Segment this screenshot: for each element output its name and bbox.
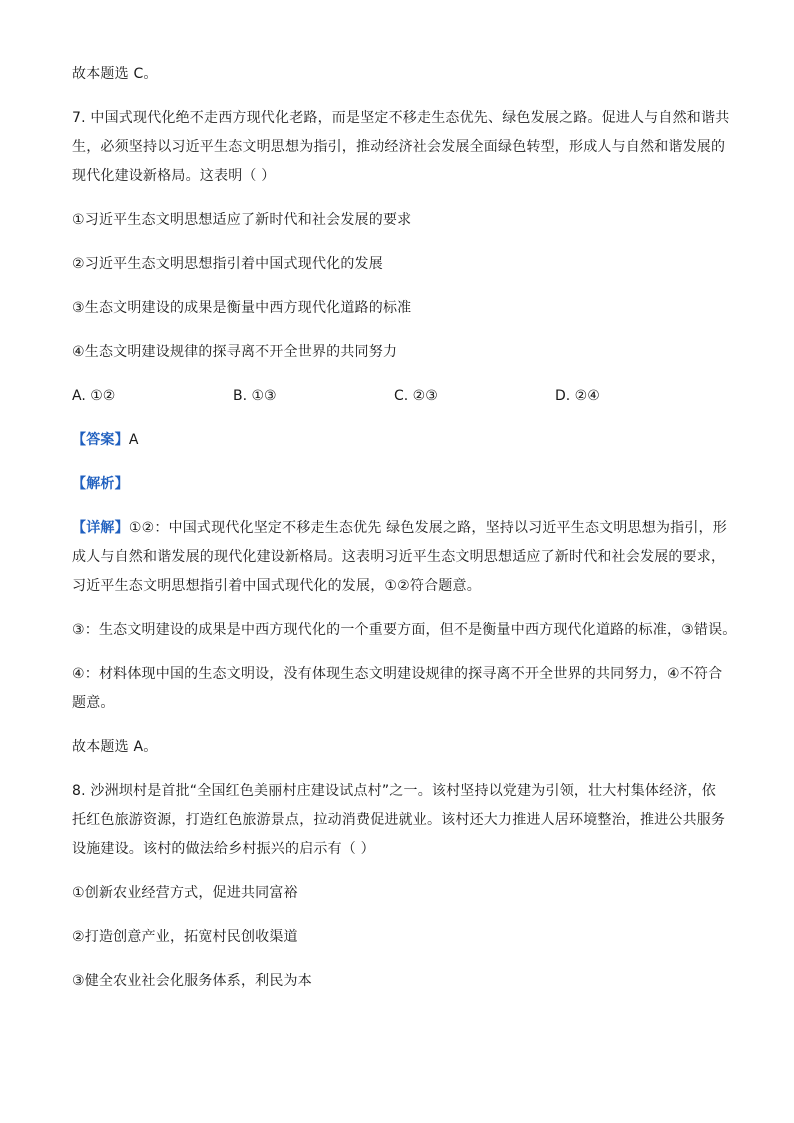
analysis-tag: 【解析】 xyxy=(72,476,129,492)
detail-tag: 【详解】 xyxy=(72,520,129,536)
q8-stem-line: 托红色旅游资源，打造红色旅游景点，拉动消费促进就业。该村还大力推进人居环境整治，推进公共服务 xyxy=(72,812,726,828)
q7-options xyxy=(72,382,732,411)
q7-stem-line: 生，必须坚持以习近平生态文明思想为指引，推动经济社会发展全面绿色转型，形成人与自然和谐发展的 xyxy=(72,139,726,155)
q7-option-d: D. ②④ xyxy=(555,388,600,404)
q8-statement-3: ③健全农业社会化服务体系，利民为本 xyxy=(72,973,312,989)
answer-value: A xyxy=(128,432,139,448)
q7-stem-line: 现代化建设新格局。这表明（ ） xyxy=(72,168,276,184)
q8-stem xyxy=(72,777,732,864)
q7-analysis-4-line: ④：材料体现中国的生态文明设，没有体现生态文明建设规律的探寻离不开全世界的共同努力，④不符合 xyxy=(72,666,723,682)
q8-stem-line: 8. 沙洲坝村是首批“全国红色美丽村庄建设试点村”之一。该村坚持以党建为引领，壮大村集体经济，依 xyxy=(72,783,716,799)
q7-option-b: B. ①③ xyxy=(233,388,277,404)
q7-option-a: A. ①② xyxy=(72,388,116,404)
q7-statement-3: ③生态文明建设的成果是衡量中西方现代化道路的标准 xyxy=(72,300,412,316)
q7-answer xyxy=(72,426,732,455)
q7-detail-line: 【详解】①②：中国式现代化坚定不移走生态优先 绿色发展之路，坚持以习近平生态文明思想为指引，形 xyxy=(72,520,727,536)
q7-statement-4: ④生态文明建设规律的探寻离不开全世界的共同努力 xyxy=(72,344,398,360)
q7-stem-line: 7. 中国式现代化绝不走西方现代化老路，而是坚定不移走生态优先、绿色发展之路。促进人与自然和谐共 xyxy=(72,110,730,126)
q8-stem-line: 设施建设。该村的做法给乡村振兴的启示有（ ） xyxy=(72,841,375,857)
q7-analysis-heading xyxy=(72,470,732,499)
q7-statement-2: ②习近平生态文明思想指引着中国式现代化的发展 xyxy=(72,256,383,272)
q8-statement-1: ①创新农业经营方式，促进共同富裕 xyxy=(72,885,298,901)
document-page xyxy=(72,60,737,1011)
q7-analysis-4 xyxy=(72,660,732,718)
q7-stem xyxy=(72,104,732,191)
q7-detail xyxy=(72,514,732,601)
q8-statement-2: ②打造创意产业，拓宽村民创收渠道 xyxy=(72,929,298,945)
previous-conclusion: 故本题选 C。 xyxy=(72,66,158,82)
q7-statement-1: ①习近平生态文明思想适应了新时代和社会发展的要求 xyxy=(72,212,412,228)
q7-detail-line: 成人与自然和谐发展的现代化建设新格局。这表明习近平生态文明思想适应了新时代和社会发展的要求， xyxy=(72,549,726,565)
q7-conclusion: 故本题选 A。 xyxy=(72,739,158,755)
q7-analysis-3: ③：生态文明建设的成果是中西方现代化的一个重要方面，但不是衡量中西方现代化道路的标准，③错误。 xyxy=(72,622,737,638)
q7-analysis-4-line: 题意。 xyxy=(72,695,115,711)
q7-option-c: C. ②③ xyxy=(394,388,438,404)
q7-detail-line: 习近平生态文明思想指引着中国式现代化的发展，①②符合题意。 xyxy=(72,578,481,594)
answer-tag: 【答案】 xyxy=(72,432,129,448)
